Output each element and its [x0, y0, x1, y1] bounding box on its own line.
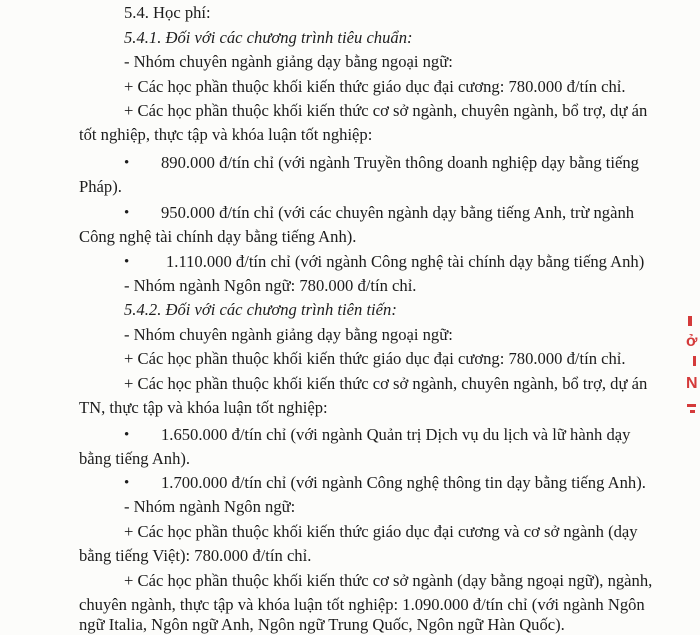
subsection-title-advanced: 5.4.2. Đối với các chương trình tiên tiến:: [124, 300, 397, 319]
text-line: 1.650.000 đ/tín chỉ (với ngành Quản trị Dịch vụ du lịch và lữ hành dạy: [161, 425, 631, 444]
stamp-glyph: ở: [686, 333, 698, 350]
text-line: - Nhóm ngành Ngôn ngữ:: [124, 497, 296, 516]
bullet-icon: •: [124, 205, 130, 221]
text-line: ngữ Italia, Ngôn ngữ Anh, Ngôn ngữ Trung Quốc, Ngôn ngữ Hàn Quốc).: [79, 615, 565, 634]
text-line: 1.700.000 đ/tín chỉ (với ngành Công nghệ thông tin dạy bằng tiếng Anh).: [161, 473, 646, 492]
text-line: 1.110.000 đ/tín chỉ (với ngành Công nghệ tài chính dạy bằng tiếng Anh): [166, 252, 645, 271]
stamp-mark: [690, 410, 695, 413]
text-line: - Nhóm chuyên ngành giảng dạy bằng ngoại ngữ:: [124, 325, 453, 344]
section-heading: 5.4. Học phí:: [124, 3, 211, 22]
text-line: + Các học phần thuộc khối kiến thức giáo dục đại cương và cơ sở ngành (dạy: [124, 522, 638, 541]
text-line: bằng tiếng Việt): 780.000 đ/tín chỉ.: [79, 546, 312, 565]
bullet-icon: •: [124, 155, 130, 171]
stamp-mark: [693, 356, 696, 366]
text-line: Công nghệ tài chính dạy bằng tiếng Anh).: [79, 227, 357, 246]
text-line: + Các học phần thuộc khối kiến thức giáo dục đại cương: 780.000 đ/tín chỉ.: [124, 77, 626, 96]
text-line: TN, thực tập và khóa luận tốt nghiệp:: [79, 398, 328, 417]
text-line: chuyên ngành, thực tập và khóa luận tốt nghiệp: 1.090.000 đ/tín chỉ (với ngành Ngôn: [79, 595, 645, 614]
bullet-icon: •: [124, 475, 130, 491]
text-line: + Các học phần thuộc khối kiến thức giáo dục đại cương: 780.000 đ/tín chỉ.: [124, 349, 626, 368]
text-line: + Các học phần thuộc khối kiến thức cơ sở ngành (dạy bằng ngoại ngữ), ngành,: [124, 571, 653, 590]
bullet-icon: •: [124, 427, 130, 443]
text-line: tốt nghiệp, thực tập và khóa luận tốt nghiệp:: [79, 125, 373, 144]
text-line: Pháp).: [79, 177, 122, 196]
text-line: - Nhóm chuyên ngành giảng dạy bằng ngoại ngữ:: [124, 52, 453, 71]
stamp-mark: [688, 316, 692, 326]
text-line: bằng tiếng Anh).: [79, 449, 191, 468]
bullet-icon: •: [124, 254, 130, 270]
text-line: + Các học phần thuộc khối kiến thức cơ sở ngành, chuyên ngành, bổ trợ, dự án: [124, 101, 648, 120]
stamp-mark: [687, 404, 696, 407]
subsection-title-standard: 5.4.1. Đối với các chương trình tiêu chuẩn:: [124, 28, 413, 47]
text-line: 890.000 đ/tín chỉ (với ngành Truyền thông doanh nghiệp dạy bằng tiếng: [161, 153, 639, 172]
stamp-glyph: N: [686, 375, 698, 392]
text-line: + Các học phần thuộc khối kiến thức cơ sở ngành, chuyên ngành, bổ trợ, dự án: [124, 374, 648, 393]
text-line: - Nhóm ngành Ngôn ngữ: 780.000 đ/tín chỉ.: [124, 276, 417, 295]
text-line: 950.000 đ/tín chỉ (với các chuyên ngành dạy bằng tiếng Anh, trừ ngành: [161, 203, 635, 222]
